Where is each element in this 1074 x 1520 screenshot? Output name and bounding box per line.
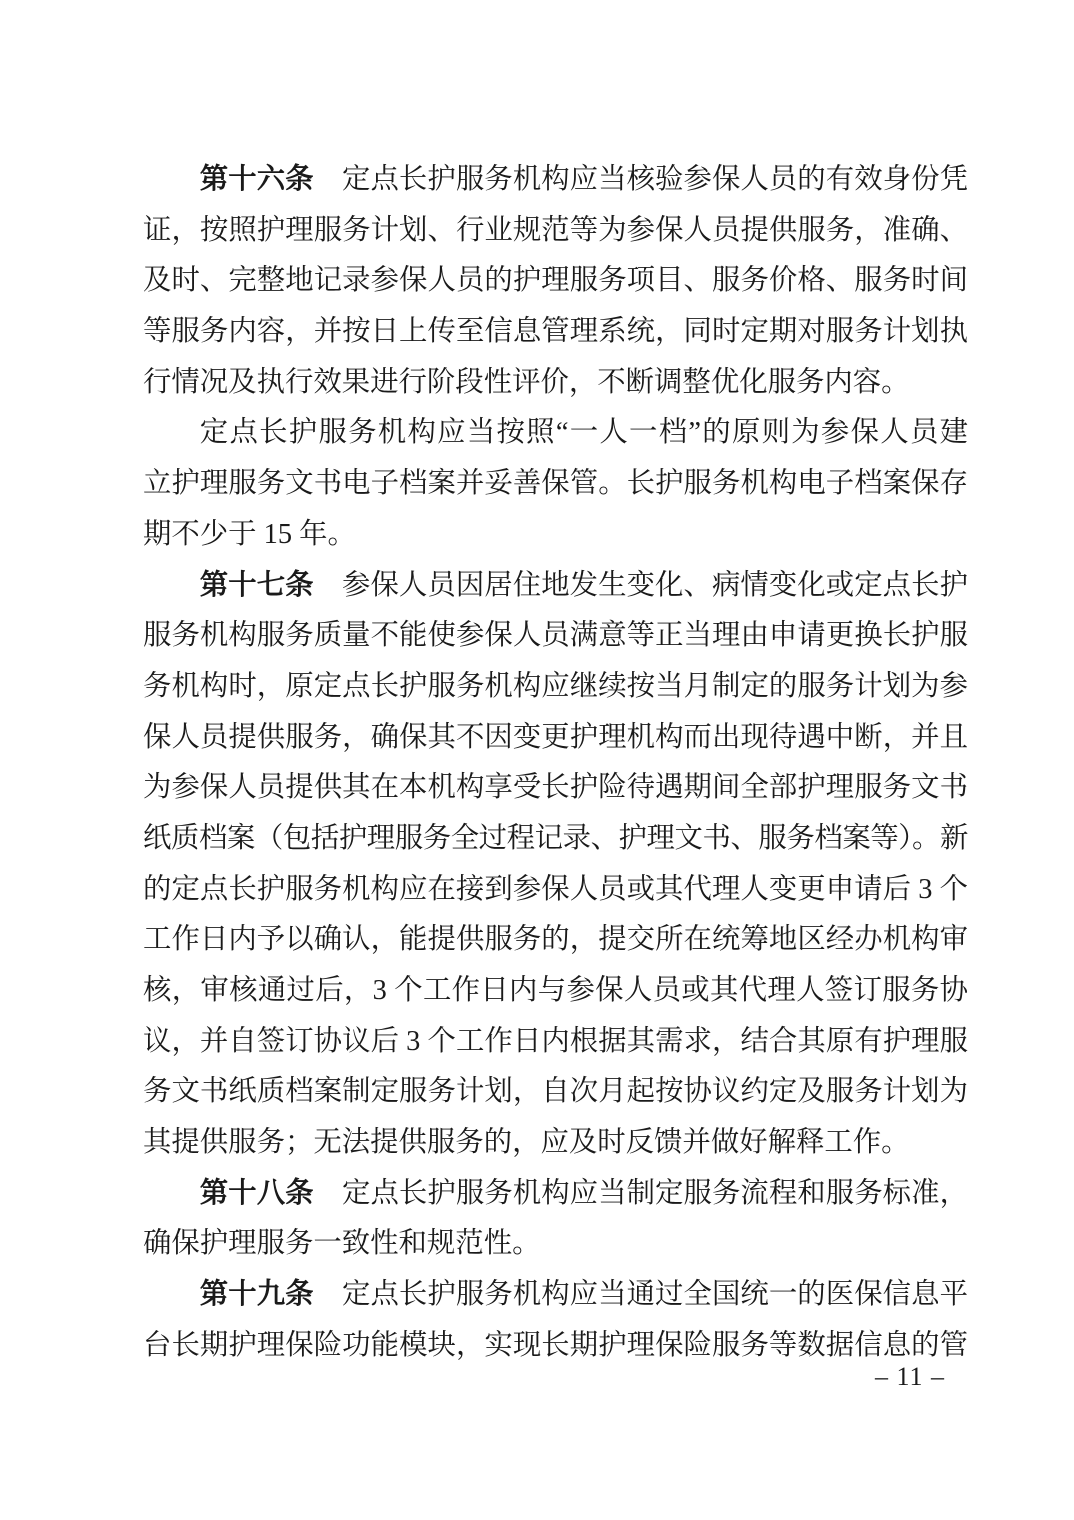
text-line: 核，审核通过后，3 个工作日内与参保人员或其代理人签订服务协 <box>143 975 968 1006</box>
text-line: 第十七条 参保人员因居住地发生变化、病情变化或定点长护 <box>199 569 968 601</box>
article-heading: 第十九条 <box>199 1279 314 1311</box>
text-line: 证，按照护理服务计划、行业规范等为参保人员提供服务，准确、 <box>143 214 968 246</box>
document-body <box>143 155 968 1372</box>
text-line: 确保护理服务一致性和规范性。 <box>143 1228 541 1260</box>
text-line: 台长期护理保险功能模块，实现长期护理保险服务等数据信息的管 <box>143 1329 968 1361</box>
text-line: 议，并自签订协议后 3 个工作日内根据其需求，结合其原有护理服 <box>143 1025 968 1057</box>
text-line: 第十八条 定点长护服务机构应当制定服务流程和服务标准， <box>199 1177 968 1209</box>
text-line: 定点长护服务机构应当按照“一人一档”的原则为参保人员建 <box>199 417 968 449</box>
text-line: 第十九条 定点长护服务机构应当通过全国统一的医保信息平 <box>199 1279 968 1311</box>
text-line: 行情况及执行效果进行阶段性评价，不断调整优化服务内容。 <box>143 366 910 398</box>
text-line: 期不少于 15 年。 <box>143 518 356 550</box>
text-line: 为参保人员提供其在本机构享受长护险待遇期间全部护理服务文书 <box>143 772 968 804</box>
text-line: 服务机构服务质量不能使参保人员满意等正当理由申请更换长护服 <box>143 620 968 652</box>
text-line: 务文书纸质档案制定服务计划，自次月起按协议约定及服务计划为 <box>143 1076 968 1108</box>
article-heading: 第十六条 <box>199 164 314 195</box>
text-line: 务机构时，原定点长护服务机构应继续按当月制定的服务计划为参 <box>143 670 968 702</box>
article-heading: 第十七条 <box>199 569 314 601</box>
text-line: 立护理服务文书电子档案并妥善保管。长护服务机构电子档案保存 <box>143 468 968 500</box>
text-line: 纸质档案（包括护理服务全过程记录、护理文书、服务档案等）。新 <box>143 822 968 854</box>
text-line: 等服务内容，并按日上传至信息管理系统，同时定期对服务计划执 <box>143 316 968 348</box>
text-line: 保人员提供服务，确保其不因变更护理机构而出现待遇中断，并且 <box>143 721 968 753</box>
text-line: 及时、完整地记录参保人员的护理服务项目、服务价格、服务时间 <box>143 265 968 297</box>
article-heading: 第十八条 <box>199 1177 314 1209</box>
text-line: 的定点长护服务机构应在接到参保人员或其代理人变更申请后 3 个 <box>143 873 968 905</box>
text-line: 工作日内予以确认，能提供服务的，提交所在统筹地区经办机构审 <box>143 924 968 956</box>
page-number: – 11 – <box>874 1362 945 1391</box>
text-line: 第十六条 定点长护服务机构应当核验参保人员的有效身份凭 <box>199 164 968 195</box>
text-line: 其提供服务；无法提供服务的，应及时反馈并做好解释工作。 <box>143 1127 910 1159</box>
